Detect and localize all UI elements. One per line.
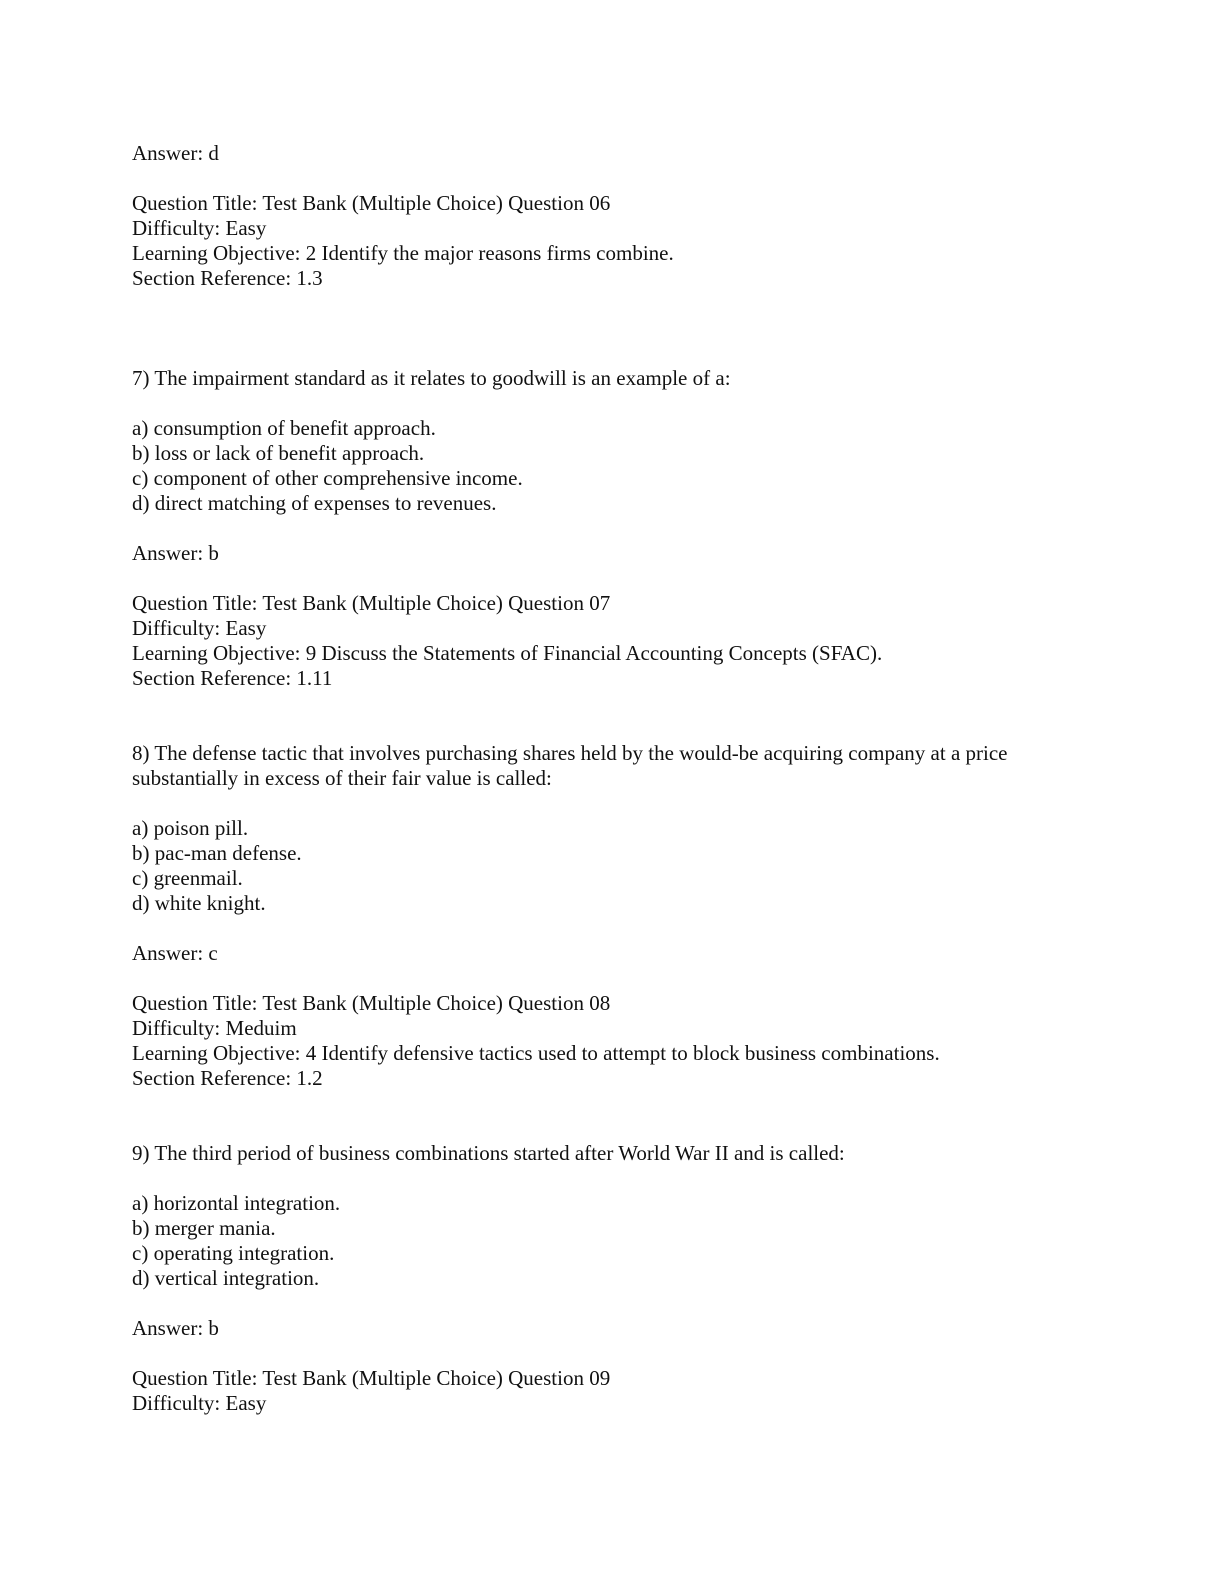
question-title-07: Question Title: Test Bank (Multiple Choice) Question 07 [132, 591, 611, 615]
answer-09: Answer: b [132, 1316, 219, 1340]
question-09-option-c: c) operating integration. [132, 1241, 335, 1265]
question-09-stem: 9) The third period of business combinations started after World War II and is called: [132, 1141, 845, 1165]
question-07-option-d: d) direct matching of expenses to revenues. [132, 491, 497, 515]
answer-06: Answer: d [132, 141, 219, 165]
question-09-option-a: a) horizontal integration. [132, 1191, 341, 1215]
question-07-option-a: a) consumption of benefit approach. [132, 416, 436, 440]
difficulty-07: Difficulty: Easy [132, 616, 267, 640]
difficulty-09: Difficulty: Easy [132, 1391, 267, 1415]
question-08-option-c: c) greenmail. [132, 866, 243, 890]
question-09-option-d: d) vertical integration. [132, 1266, 320, 1290]
question-title-06: Question Title: Test Bank (Multiple Choice) Question 06 [132, 191, 611, 215]
section-reference-07: Section Reference: 1.11 [132, 666, 333, 690]
question-08-option-a: a) poison pill. [132, 816, 249, 840]
answer-08: Answer: c [132, 941, 218, 965]
document-page [132, 141, 1092, 1416]
question-08-option-b: b) pac-man defense. [132, 841, 302, 865]
learning-objective-08: Learning Objective: 4 Identify defensive tactics used to attempt to block business combinations. [132, 1041, 940, 1065]
question-08-option-d: d) white knight. [132, 891, 266, 915]
section-reference-08: Section Reference: 1.2 [132, 1066, 323, 1090]
learning-objective-07: Learning Objective: 9 Discuss the Statements of Financial Accounting Concepts (SFAC). [132, 641, 883, 665]
learning-objective-06: Learning Objective: 2 Identify the major reasons firms combine. [132, 241, 674, 265]
answer-07: Answer: b [132, 541, 219, 565]
question-07-option-c: c) component of other comprehensive income. [132, 466, 523, 490]
question-08-stem-line1: 8) The defense tactic that involves purchasing shares held by the would-be acquiring company at a price [132, 741, 1008, 765]
difficulty-06: Difficulty: Easy [132, 216, 267, 240]
question-09-option-b: b) merger mania. [132, 1216, 276, 1240]
question-title-09: Question Title: Test Bank (Multiple Choice) Question 09 [132, 1366, 611, 1390]
question-08-stem-line2: substantially in excess of their fair value is called: [132, 766, 552, 790]
question-title-08: Question Title: Test Bank (Multiple Choice) Question 08 [132, 991, 611, 1015]
difficulty-08: Difficulty: Meduim [132, 1016, 297, 1040]
question-07-stem: 7) The impairment standard as it relates to goodwill is an example of a: [132, 366, 731, 390]
section-reference-06: Section Reference: 1.3 [132, 266, 323, 290]
question-07-option-b: b) loss or lack of benefit approach. [132, 441, 425, 465]
